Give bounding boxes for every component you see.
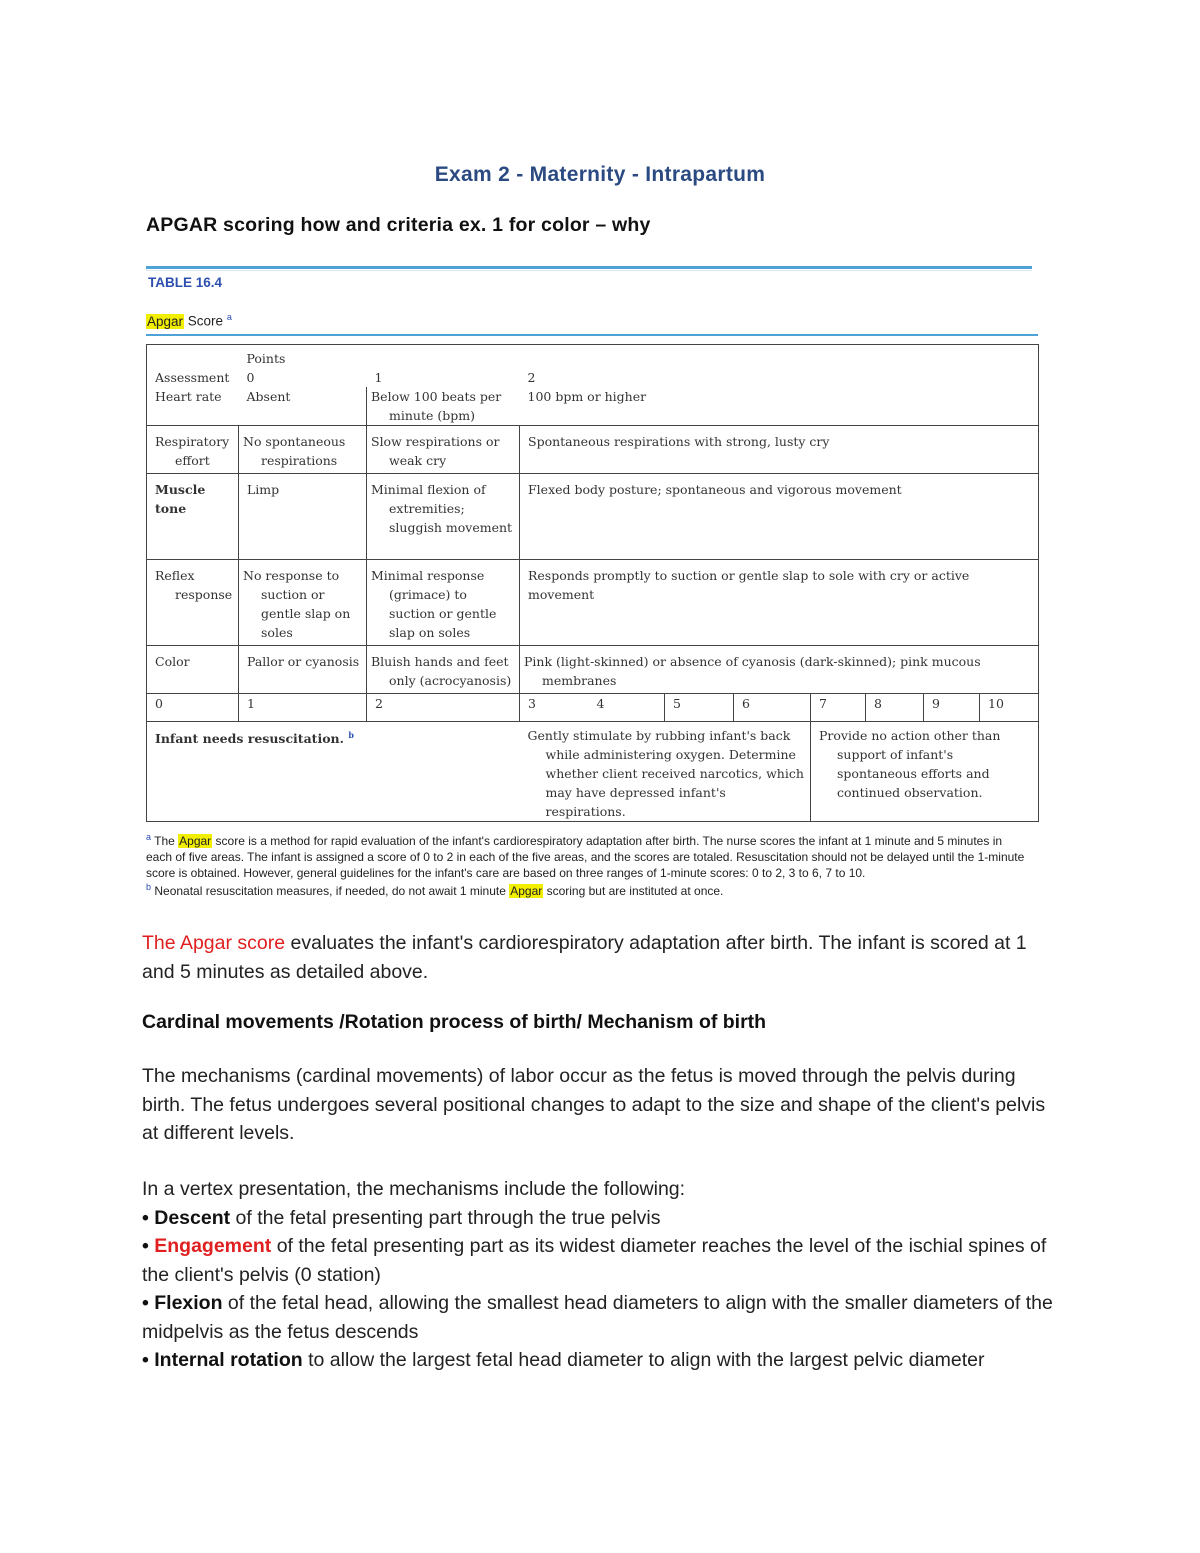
footnote-a-text: score is a method for rapid evaluation of the infant's cardiorespiratory adaptation after birth. The nurse scores the infant at 1 minute and 5 minutes in each of five areas. The infant is assigned a score of 0 to 2 in each of the five areas, and the scores are totaled. Resuscitation should not be delayed until the 1-minute score is obtained. However, general guidelines for the infant's care are based on three ranges of 1-minute scores: 0 to 2, 3 to 6, 7 to 10. bbox=[146, 834, 1025, 880]
total-score-cell: 7 bbox=[811, 694, 866, 722]
list-item bbox=[142, 1204, 1062, 1233]
document-title: Exam 2 - Maternity - Intrapartum bbox=[434, 163, 766, 186]
score-1-cell: Below 100 beats per minute (bpm) bbox=[367, 387, 520, 426]
assessment-header: Assessment bbox=[155, 370, 230, 385]
row-heading bbox=[147, 560, 239, 646]
cardinal-movements-heading: Cardinal movements /Rotation process of birth/ Mechanism of birth bbox=[142, 1011, 767, 1033]
caption-rest: Score bbox=[184, 313, 224, 329]
apgar-summary-paragraph bbox=[142, 929, 1062, 986]
list-item bbox=[142, 1289, 1062, 1346]
mechanisms-list bbox=[142, 1175, 1062, 1375]
list-item-text: of the fetal presenting part as its widest diameter reaches the level of the ischial spines of the client's pelvis (0 station) bbox=[142, 1235, 1047, 1286]
score-1-cell: Minimal flexion of extremities; sluggish movement bbox=[367, 474, 520, 560]
list-item-term: Descent bbox=[154, 1206, 231, 1229]
col-1-header: 1 bbox=[374, 370, 383, 385]
footnote-b-pre: Neonatal resuscitation measures, if needed, do not await 1 minute bbox=[151, 884, 510, 898]
total-score-cell: 5 bbox=[665, 694, 734, 722]
list-item bbox=[142, 1346, 1062, 1375]
score-0-cell: Pallor or cyanosis bbox=[239, 646, 367, 694]
score-0-cell: No response to suction or gentle slap on soles bbox=[239, 560, 367, 646]
apgar-heading: APGAR scoring how and criteria ex. 1 for color – why bbox=[146, 214, 651, 236]
total-score-cell: 1 bbox=[239, 694, 367, 722]
bullet-marker: • bbox=[142, 1292, 149, 1314]
table-label: TABLE 16.4 bbox=[148, 275, 223, 290]
score-2-cell: 100 bpm or higher bbox=[527, 389, 647, 404]
score-1-cell: Slow respirations or weak cry bbox=[367, 426, 520, 474]
resuscitation-cell bbox=[147, 722, 520, 822]
list-item-term: Flexion bbox=[154, 1292, 223, 1314]
table-row bbox=[147, 560, 1039, 646]
bullet-marker: • bbox=[142, 1206, 149, 1229]
footnote-b-marker: b bbox=[146, 882, 152, 892]
apgar-table bbox=[146, 344, 1039, 822]
bullet-marker: • bbox=[142, 1349, 149, 1371]
row-heading-line: Respiratory bbox=[155, 434, 230, 449]
stimulate-cell: Gently stimulate by rubbing infant's back while administering oxygen. Determine whether client received narcotics, which may have depressed infant's respirations. bbox=[520, 722, 811, 822]
resuscitation-footnote-marker: b bbox=[348, 730, 354, 740]
cardinal-intro-paragraph: The mechanisms (cardinal movements) of labor occur as the fetus is moved through the pelvis during birth. The fetus undergoes several positional changes to adapt to the size and shape of the client's pelvis at different levels. bbox=[142, 1065, 1046, 1144]
row-heading bbox=[147, 426, 239, 474]
total-score-cell: 3 bbox=[520, 694, 589, 722]
table-caption bbox=[146, 312, 232, 329]
resuscitation-text: Infant needs resuscitation. bbox=[155, 731, 344, 747]
bullet-marker: • bbox=[142, 1235, 149, 1257]
total-score-cell: 6 bbox=[734, 694, 811, 722]
score-2-cell: Responds promptly to suction or gentle slap to sole with cry or active movement bbox=[520, 560, 1039, 646]
footnote-b-highlight-word: Apgar bbox=[510, 884, 543, 898]
apgar-summary-text: evaluates the infant's cardiorespiratory adaptation after birth. The infant is scored at 1 and 5 minutes as detailed above. bbox=[142, 932, 1027, 983]
col-0-header: 0 bbox=[246, 370, 255, 385]
row-heading: Color bbox=[147, 646, 239, 694]
score-2-cell: Pink (light-skinned) or absence of cyanosis (dark-skinned); pink mucous membranes bbox=[520, 646, 1039, 694]
points-header: Points bbox=[246, 351, 286, 366]
figure-top-rule-shadow bbox=[146, 270, 1032, 271]
score-0-cell: No spontaneous respirations bbox=[239, 426, 367, 474]
footnote-a-marker: a bbox=[146, 832, 152, 842]
col-2-header: 2 bbox=[527, 370, 536, 385]
row-heading: Heart rate bbox=[155, 389, 222, 404]
figure-top-rule bbox=[146, 266, 1032, 269]
table-row bbox=[147, 474, 1039, 560]
total-score-cell: 10 bbox=[980, 694, 1039, 722]
table-row bbox=[147, 387, 1039, 426]
score-0-cell: Absent bbox=[246, 389, 291, 404]
caption-highlight-word: Apgar bbox=[147, 313, 184, 329]
row-heading-line: Reflex bbox=[155, 568, 195, 583]
table-row bbox=[147, 646, 1039, 694]
score-1-cell: Bluish hands and feet only (acrocyanosis) bbox=[367, 646, 520, 694]
caption-footnote-marker: a bbox=[226, 312, 232, 322]
total-score-cell: 4 bbox=[589, 694, 665, 722]
footnote-a-pre: The bbox=[151, 834, 179, 848]
footnote-a-highlight-word: Apgar bbox=[179, 834, 212, 848]
total-score-cell: 2 bbox=[367, 694, 520, 722]
list-item-text: to allow the largest fetal head diameter to align with the largest pelvic diameter bbox=[302, 1349, 985, 1371]
score-1-cell: Minimal response (grimace) to suction or gentle slap on soles bbox=[367, 560, 520, 646]
table-footnote-a bbox=[146, 829, 1026, 881]
list-item-text: of the fetal presenting part through the true pelvis bbox=[230, 1206, 661, 1229]
row-heading: Muscle tone bbox=[147, 474, 239, 560]
score-2-cell: Flexed body posture; spontaneous and vigorous movement bbox=[520, 474, 1039, 560]
table-row bbox=[147, 426, 1039, 474]
score-0-cell: Limp bbox=[239, 474, 367, 560]
no-action-cell: Provide no action other than support of infant's spontaneous efforts and continued observation. bbox=[811, 722, 1039, 822]
table-footnote-b bbox=[146, 879, 1026, 899]
total-score-cell: 8 bbox=[866, 694, 924, 722]
total-score-cell: 9 bbox=[924, 694, 980, 722]
total-score-cell: 0 bbox=[147, 694, 239, 722]
action-row bbox=[147, 722, 1039, 822]
total-score-row bbox=[147, 694, 1039, 722]
score-2-cell: Spontaneous respirations with strong, lusty cry bbox=[520, 426, 1039, 474]
figure-mid-rule bbox=[146, 334, 1038, 336]
list-item bbox=[142, 1232, 1062, 1289]
vertex-intro: In a vertex presentation, the mechanisms include the following: bbox=[142, 1178, 686, 1200]
row-heading-line: effort bbox=[175, 453, 210, 468]
list-item-text: of the fetal head, allowing the smallest head diameters to align with the smaller diameters of the midpelvis as the fetus descends bbox=[142, 1292, 1053, 1343]
footnote-b-post: scoring but are instituted at once. bbox=[543, 884, 724, 898]
list-item-term: Internal rotation bbox=[154, 1349, 303, 1371]
row-heading-line: response bbox=[175, 587, 233, 602]
list-item-term: Engagement bbox=[154, 1235, 272, 1257]
apgar-summary-highlight: The Apgar score bbox=[142, 932, 286, 954]
